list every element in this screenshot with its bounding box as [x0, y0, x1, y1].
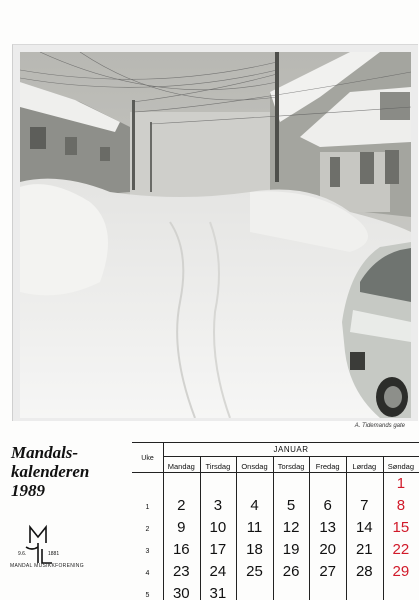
calendar-date: 12 — [282, 519, 300, 536]
calendar-date: 11 — [246, 519, 263, 536]
title-line-1: Mandals- — [11, 443, 79, 462]
title-line-3: 1989 — [11, 481, 45, 500]
calendar-date: 1 — [396, 475, 406, 492]
calendar-date: 28 — [355, 563, 373, 580]
calendar-date: 26 — [282, 563, 300, 580]
title-line-2: kalenderen — [11, 462, 90, 481]
week-number: 1 — [145, 504, 150, 511]
week-header: Uke — [141, 455, 154, 462]
calendar-grid — [132, 442, 419, 600]
calendar-date: 16 — [172, 541, 190, 558]
calendar-date: 18 — [246, 541, 263, 558]
calendar-date: 21 — [355, 541, 373, 558]
calendar-title — [11, 443, 129, 500]
week-number: 2 — [145, 526, 150, 533]
weekday-label: Mandag — [167, 462, 195, 471]
calendar-date: 6 — [323, 497, 332, 514]
calendar-date: 7 — [360, 497, 369, 514]
calendar-date: 30 — [172, 585, 190, 600]
month-name: JANUAR — [273, 445, 309, 454]
calendar-date: 14 — [355, 519, 373, 536]
grid-line-horizontal — [163, 456, 419, 457]
logo-year: 1881 — [48, 551, 60, 557]
weekday-label: Lørdag — [352, 462, 377, 471]
weekday-label: Torsdag — [277, 462, 305, 471]
calendar-date: 31 — [209, 585, 227, 600]
logo-name: MANDAL MUSIKKFORENING — [10, 563, 84, 569]
calendar-date: 22 — [392, 541, 410, 558]
logo-date: 9.6. — [18, 551, 27, 557]
calendar-date: 10 — [209, 519, 227, 536]
calendar-date: 5 — [286, 497, 296, 514]
calendar-date: 29 — [392, 563, 410, 580]
calendar-date: 15 — [392, 519, 410, 536]
calendar-date: 4 — [250, 497, 259, 514]
week-number: 3 — [145, 548, 150, 555]
calendar-date: 23 — [172, 563, 190, 580]
week-number: 5 — [145, 592, 150, 599]
calendar-date: 9 — [177, 519, 186, 536]
weekday-label: Fredag — [315, 462, 340, 471]
weekday-label: Tirsdag — [205, 462, 231, 471]
grid-line-horizontal — [132, 472, 419, 473]
calendar-date: 25 — [246, 563, 263, 580]
calendar-date: 3 — [213, 497, 223, 514]
snow-street-photo — [20, 52, 411, 418]
calendar-date: 8 — [396, 497, 406, 514]
calendar-date: 13 — [319, 519, 337, 536]
calendar-date: 24 — [209, 563, 227, 580]
weekday-label: Onsdag — [241, 462, 268, 471]
calendar-date: 27 — [319, 563, 337, 580]
calendar-date: 2 — [177, 497, 186, 514]
weekday-label: Søndag — [387, 462, 415, 471]
calendar-date: 19 — [282, 541, 300, 558]
photo-caption: A. Tidemands gate — [354, 423, 405, 429]
grid-line-horizontal — [132, 442, 419, 443]
week-number: 4 — [145, 570, 150, 577]
calendar-date: 17 — [209, 541, 227, 558]
calendar-date: 20 — [319, 541, 337, 558]
